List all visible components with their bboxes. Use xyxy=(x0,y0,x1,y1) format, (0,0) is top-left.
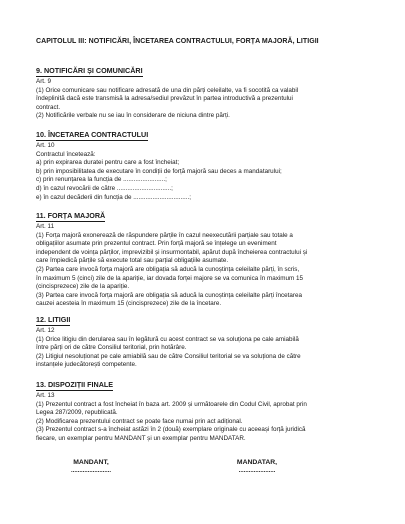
paragraph-line: (cincisprezece) zile de la apariție. xyxy=(36,283,130,291)
section-title: 11. FORȚA MAJORĂ xyxy=(36,211,106,220)
paragraph-line: obligațiilor asumate prin prezentul contract. Prin forță majoră se înțelege un eveniment xyxy=(36,240,277,248)
paragraph-line: independent de voința părților, imprevizibil și insurmontabil, apărut după încheierea contractului și xyxy=(36,248,308,256)
section-title: 13. DISPOZIȚII FINALE xyxy=(36,380,114,389)
list-item: e) în cazul decăderii din funcția de ................................; xyxy=(36,193,192,201)
section-dispozitii-finale xyxy=(36,374,378,444)
section-title: 12. LITIGII xyxy=(36,315,71,324)
chapter-title: CAPITOLUL III: NOTIFICĂRI, ÎNCETAREA CONTRACTULUI, FORȚA MAJORĂ, LITIGII xyxy=(36,38,319,45)
list-item: c) prin renunțarea la funcția de ........................; xyxy=(36,176,167,184)
mandant-signature-block xyxy=(56,458,126,475)
paragraph-line: (1) Orice comunicare sau notificare adresată de una din părți celeilalte, va fi socotită ca valabil xyxy=(36,86,299,94)
paragraph-line: (1) Prezentul contract a fost încheiat în baza art. 2009 și următoarele din Codul Civil, aprobat prin xyxy=(36,400,307,408)
list-item: b) prin imposibilitatea de executare în condiții de forță majoră sau deces a mandatarului; xyxy=(36,167,282,175)
paragraph-line: care împiedică părțile să execute total sau parțial obligațiile asumate. xyxy=(36,257,229,265)
article-number: Art. 12 xyxy=(36,327,55,334)
paragraph-line: (2) Partea care invocă forța majoră are obligația să aducă la cunoștința celeilalte părți, în scris, xyxy=(36,265,300,273)
section-forta-majora xyxy=(36,205,378,309)
article-number: Art. 9 xyxy=(36,78,52,85)
paragraph-line: (2) Litigiul nesoluționat pe cale amiabilă sau de către Consiliul teritorial se va soluționa de către xyxy=(36,352,301,360)
paragraph-line: îndeplinită dacă este transmisă la adresa/sediul prevăzut în partea introductivă a prezentului xyxy=(36,95,293,103)
article-number: Art. 10 xyxy=(36,142,55,149)
paragraph-line: (3) Partea care invocă forța majoră are obligația să aducă la cunoștința celeilalte părți încetarea xyxy=(36,291,303,299)
paragraph-line: în maximum 5 (cinci) zile de la apariție, iar dovada forței majore se va comunica în maximum 15 xyxy=(36,274,304,282)
paragraph-line: cauzei acesteia în maximum 15 (cincisprezece) zile de la încetare. xyxy=(36,300,222,308)
paragraph-line: fiecare, un exemplar pentru MANDANT și un exemplar pentru MANDATAR. xyxy=(36,434,246,442)
section-incetarea-contractului xyxy=(36,124,378,202)
list-item: a) prin expirarea duratei pentru care a fost încheiat; xyxy=(36,159,180,167)
paragraph-line: (1) Forța majoră exonerează de răspundere părțile în cazul neexecutării parțiale sau totale a xyxy=(36,231,293,239)
mandant-signature-line: ........................ xyxy=(70,468,111,474)
mandatar-signature-block xyxy=(222,458,292,475)
section-title: 9. NOTIFICĂRI ȘI COMUNICĂRI xyxy=(36,66,143,75)
paragraph-line: (2) Modificarea prezentului contract se poate face numai prin act adițional. xyxy=(36,417,243,425)
paragraph-line: instanțele judecătorești competente. xyxy=(36,361,137,369)
section-litigii xyxy=(36,309,378,370)
section-title: 10. ÎNCETAREA CONTRACTULUI xyxy=(36,130,149,139)
article-number: Art. 13 xyxy=(36,392,55,399)
mandatar-signature-line: ...................... xyxy=(238,468,276,474)
paragraph-line: Contractul încetează: xyxy=(36,150,96,158)
section-notificari xyxy=(36,60,378,121)
list-item: d) în cazul revocării de către ...............................; xyxy=(36,184,173,192)
mandant-label: MANDANT, xyxy=(73,459,109,466)
article-number: Art. 11 xyxy=(36,223,55,230)
paragraph-line: (3) Prezentul contract s-a încheiat astăzi în 2 (două) exemplare originale cu aceeași forță juridică xyxy=(36,426,306,434)
paragraph-line: contract. xyxy=(36,103,61,111)
paragraph-line: între părți ori de către Consiliul teritorial, prin hotărâre. xyxy=(36,344,187,352)
paragraph-line: (2) Notificările verbale nu se iau în considerare de niciuna dintre părți. xyxy=(36,112,230,120)
mandatar-label: MANDATAR, xyxy=(236,459,278,466)
paragraph-line: (1) Orice litigiu din derularea sau în legătură cu acest contract se va soluționa pe cale amiabilă xyxy=(36,335,299,343)
paragraph-line: Legea 287/2009, republicată. xyxy=(36,409,118,417)
